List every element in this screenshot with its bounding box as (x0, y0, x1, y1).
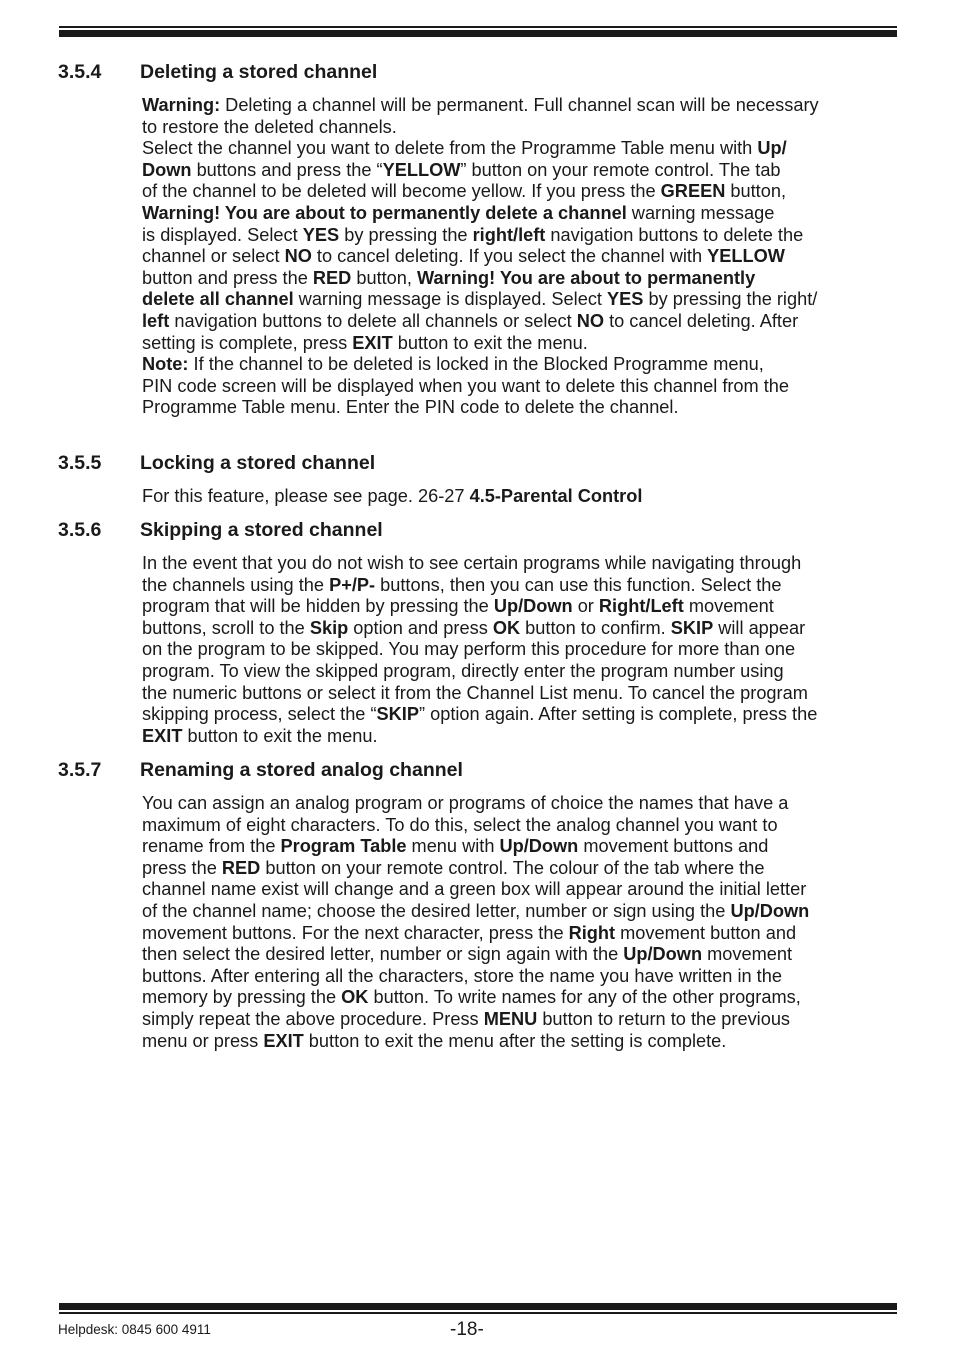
section-title: Deleting a stored channel (140, 61, 378, 83)
text-line: program. To view the skipped program, directly enter the program number using (142, 660, 784, 681)
text-line: In the event that you do not wish to see certain programs while navigating through (142, 553, 802, 573)
section-title: Skipping a stored channel (140, 519, 383, 541)
section-heading-3-5-7 (58, 758, 463, 782)
text-line: of the channel name; choose the desired letter, number or sign using the Up/Down (142, 900, 810, 921)
text-line: to restore the deleted channels. (142, 116, 397, 137)
text-line: simply repeat the above procedure. Press MENU button to return to the previous (142, 1008, 791, 1029)
text-line: skipping process, select the “SKIP” option again. After setting is complete, press the (142, 704, 818, 725)
text-line: Programme Table menu. Enter the PIN code to delete the channel. (142, 397, 679, 418)
text-line: buttons, scroll to the Skip option and press OK button to confirm. SKIP will appear (142, 617, 806, 638)
text-line: Down buttons and press the “YELLOW” button on your remote control. The tab (142, 159, 781, 180)
section-heading-3-5-5 (58, 451, 375, 475)
text-line: memory by pressing the OK button. To write names for any of the other programs, (142, 987, 801, 1008)
text-line: program that will be hidden by pressing the Up/Down or Right/Left movement (142, 596, 774, 617)
text-line: on the program to be skipped. You may perform this procedure for more than one (142, 639, 796, 660)
header-rule (59, 26, 897, 37)
text-line: press the RED button on your remote control. The colour of the tab where the (142, 857, 765, 878)
section-body-3-5-6 (142, 553, 894, 747)
text-line: PIN code screen will be displayed when you want to delete this channel from the (142, 375, 790, 396)
text-line: setting is complete, press EXIT button to exit the menu. (142, 332, 588, 353)
text-line: buttons. After entering all the characters, store the name you have written in the (142, 965, 782, 986)
text-line: movement buttons. For the next character, press the Right movement button and (142, 922, 797, 943)
text-line: channel or select NO to cancel deleting. If you select the channel with YELLOW (142, 246, 785, 267)
text-line: rename from the Program Table menu with Up/Down movement buttons and (142, 836, 769, 857)
section-title: Renaming a stored analog channel (140, 759, 463, 781)
text-line: button and press the RED button, Warning! You are about to permanently (142, 267, 756, 288)
text-line: is displayed. Select YES by pressing the right/left navigation buttons to delete the (142, 224, 804, 245)
section-body-3-5-4 (142, 95, 894, 419)
section-number: 3.5.7 (58, 759, 102, 781)
section-heading-3-5-4 (58, 60, 377, 84)
text-line: delete all channel warning message is displayed. Select YES by pressing the right/ (142, 289, 818, 310)
footer-rule (59, 1303, 897, 1314)
text-line: channel name exist will change and a green box will appear around the initial letter (142, 879, 807, 900)
text-line: Select the channel you want to delete from the Programme Table menu with Up/ (142, 138, 787, 159)
section-body-3-5-5 (142, 486, 894, 508)
text-line: Note: If the channel to be deleted is locked in the Blocked Programme menu, (142, 354, 764, 375)
helpdesk-text: Helpdesk: 0845 600 4911 (58, 1322, 211, 1337)
text-line: menu or press EXIT button to exit the menu after the setting is complete. (142, 1030, 727, 1051)
text-line: Warning: Deleting a channel will be permanent. Full channel scan will be necessary (142, 95, 819, 115)
text-line: the numeric buttons or select it from the Channel List menu. To cancel the program (142, 682, 808, 703)
section-title: Locking a stored channel (140, 452, 376, 474)
text-line: then select the desired letter, number or sign again with the Up/Down movement (142, 944, 793, 965)
text-line: EXIT button to exit the menu. (142, 725, 378, 746)
text-line: For this feature, please see page. 26-27 4.5-Parental Control (142, 486, 643, 506)
page-number: -18- (450, 1319, 484, 1340)
text-line: Warning! You are about to permanently delete a channel warning message (142, 202, 775, 223)
section-heading-3-5-6 (58, 518, 383, 542)
section-number: 3.5.4 (58, 61, 102, 83)
text-line: left navigation buttons to delete all channels or select NO to cancel deleting. After (142, 310, 799, 331)
section-number: 3.5.6 (58, 519, 102, 541)
text-line: maximum of eight characters. To do this, select the analog channel you want to (142, 814, 778, 835)
text-line: the channels using the P+/P- buttons, then you can use this function. Select the (142, 574, 782, 595)
text-line: You can assign an analog program or programs of choice the names that have a (142, 793, 789, 813)
section-body-3-5-7 (142, 793, 894, 1052)
section-number: 3.5.5 (58, 452, 102, 474)
text-line: of the channel to be deleted will become yellow. If you press the GREEN button, (142, 181, 787, 202)
